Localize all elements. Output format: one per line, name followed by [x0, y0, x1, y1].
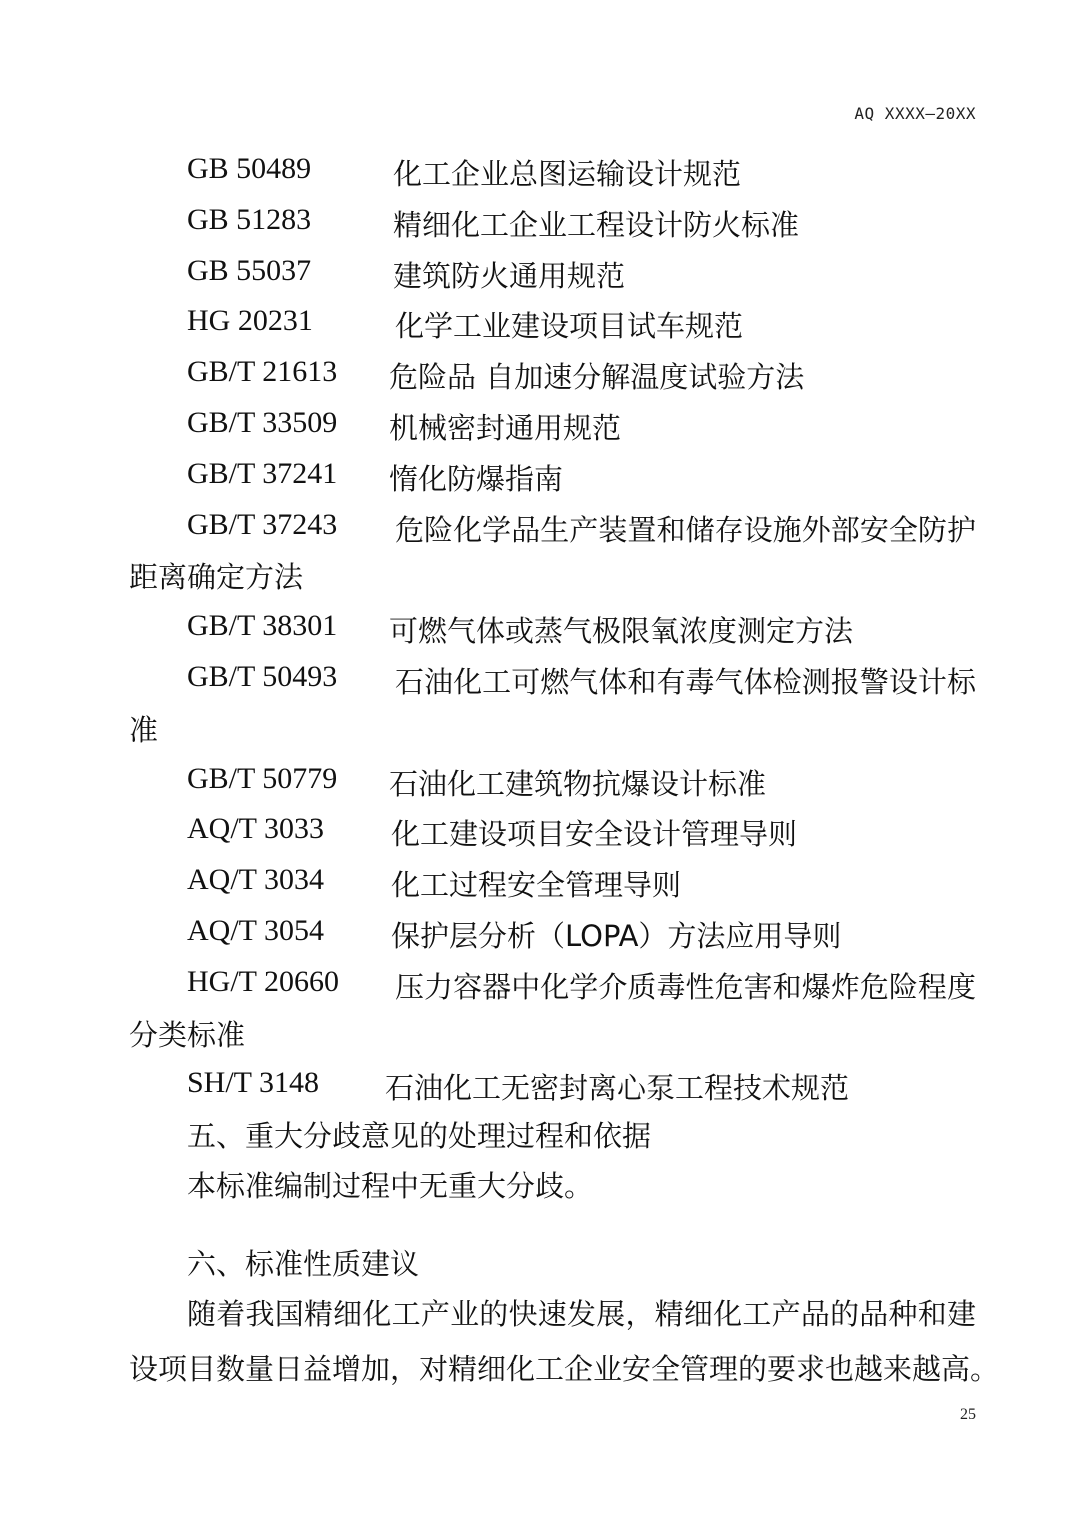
- reference-item: [0, 197, 1080, 248]
- reference-title: 建筑防火通用规范: [393, 258, 626, 293]
- reference-code: GB 51283: [187, 202, 312, 236]
- reference-item: [0, 298, 1080, 349]
- reference-title-continuation: 距离确定方法: [129, 560, 304, 595]
- reference-code: AQ/T 3054: [187, 913, 324, 947]
- reference-code: GB/T 37241: [187, 456, 338, 490]
- reference-code: SH/T 3148: [187, 1066, 319, 1100]
- reference-item: [0, 1060, 1080, 1111]
- reference-item: [0, 502, 1080, 553]
- reference-code: GB/T 50493: [187, 659, 338, 693]
- reference-item: [0, 146, 1080, 197]
- section-6-paragraph: [129, 1292, 1000, 1388]
- reference-title: 石油化工可燃气体和有毒气体检测报警设计标: [395, 664, 976, 699]
- section-6-heading: 六、标准性质建议: [187, 1247, 420, 1281]
- paragraph-line: 随着我国精细化工产业的快速发展，精细化工产品的品种和建: [187, 1297, 976, 1331]
- reference-code: GB/T 38301: [187, 609, 338, 643]
- reference-item: [0, 908, 1080, 959]
- reference-list: [0, 146, 1080, 1111]
- reference-title: 化工企业总图运输设计规范: [393, 157, 742, 191]
- reference-title: 精细化工企业工程设计防火标准: [393, 207, 800, 242]
- reference-item: [0, 400, 1080, 451]
- reference-item: [0, 806, 1080, 857]
- reference-code: GB/T 21613: [187, 355, 338, 389]
- section-5-text: 本标准编制过程中无重大分歧。: [187, 1169, 594, 1203]
- paragraph-line: 设项目数量日益增加，对精细化工企业安全管理的要求也越来越高。: [129, 1352, 1000, 1386]
- reference-code: HG/T 20660: [187, 964, 339, 998]
- reference-title: 危险化学品生产装置和储存设施外部安全防护: [395, 512, 976, 547]
- reference-title: 化学工业建设项目试车规范: [395, 309, 744, 344]
- reference-title-continuation: 分类标准: [129, 1017, 246, 1052]
- reference-title: 石油化工建筑物抗爆设计标准: [389, 766, 767, 801]
- reference-code: GB 50489: [187, 152, 312, 185]
- reference-title: 石油化工无密封离心泵工程技术规范: [385, 1071, 850, 1106]
- reference-item: [0, 654, 1080, 705]
- reference-code: GB/T 37243: [187, 507, 338, 541]
- reference-code: HG 20231: [187, 304, 313, 338]
- reference-item: [0, 248, 1080, 299]
- reference-title: 保护层分析（LOPA）方法应用导则: [391, 918, 842, 953]
- reference-item: [0, 756, 1080, 807]
- reference-item: [0, 857, 1080, 908]
- reference-code: GB/T 33509: [187, 405, 338, 439]
- reference-title: 化工建设项目安全设计管理导则: [391, 817, 798, 852]
- reference-title: 惰化防爆指南: [389, 461, 564, 496]
- reference-title-continuation: 准: [129, 712, 159, 747]
- reference-code: GB/T 50779: [187, 761, 338, 795]
- page-number: 25: [960, 1406, 976, 1423]
- section-5-heading: 五、重大分歧意见的处理过程和依据: [187, 1119, 652, 1153]
- reference-title: 压力容器中化学介质毒性危害和爆炸危险程度: [395, 969, 976, 1004]
- reference-code: AQ/T 3033: [187, 812, 324, 846]
- reference-code: AQ/T 3034: [187, 863, 324, 897]
- reference-code: GB 55037: [187, 253, 312, 287]
- reference-title: 可燃气体或蒸气极限氧浓度测定方法: [389, 614, 854, 649]
- reference-title: 机械密封通用规范: [389, 410, 622, 445]
- reference-title: 化工过程安全管理导则: [391, 868, 682, 903]
- document-id-header: AQ XXXX—20XX: [854, 104, 976, 123]
- reference-item: [0, 603, 1080, 654]
- reference-title: 危险品 自加速分解温度试验方法: [389, 360, 805, 395]
- reference-item: [0, 959, 1080, 1010]
- reference-item: [0, 451, 1080, 502]
- reference-item: [0, 349, 1080, 400]
